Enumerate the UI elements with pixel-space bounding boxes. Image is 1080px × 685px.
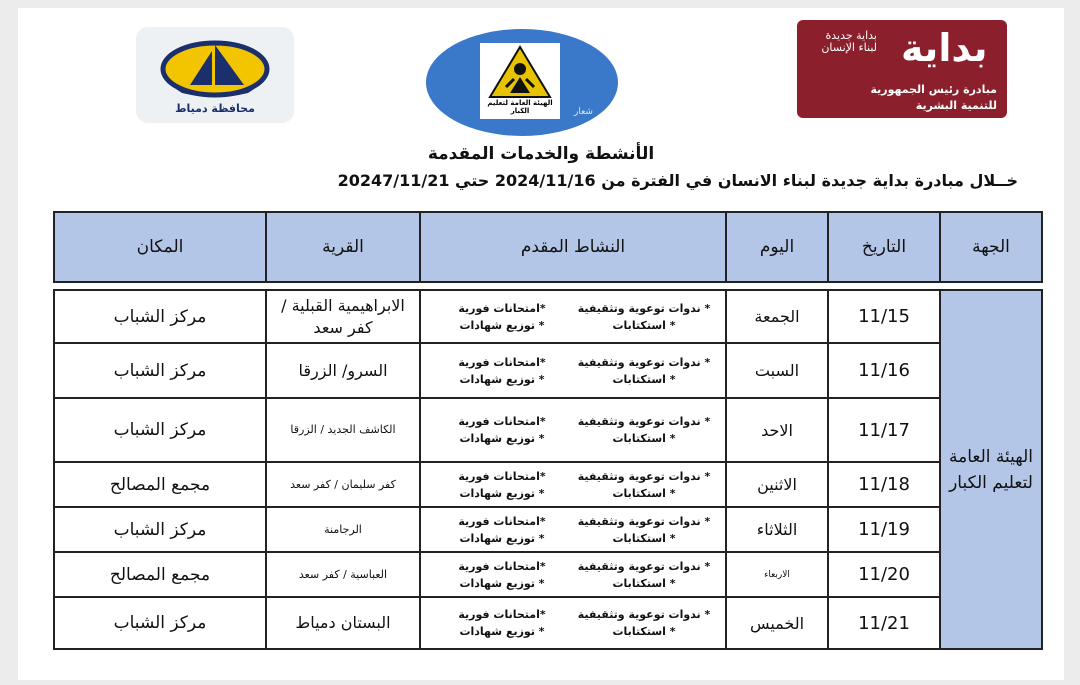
activity-dictation: * استكتابات (612, 432, 676, 445)
activity-certificates: * توزيع شهادات (459, 318, 545, 332)
authority-badge (480, 43, 560, 119)
activity-exams: *امتحانات فورية (458, 608, 546, 621)
authority-badge-text: الهيئة العامة لتعليم الكبار (487, 99, 553, 115)
activity-exams: *امتحانات فورية (458, 559, 546, 573)
activity-seminars: * ندوات توعوية وتثقيفية (577, 608, 711, 621)
village-cell: العباسية / كفر سعد (266, 552, 420, 597)
activity-certificates: * توزيع شهادات (459, 372, 545, 386)
day-cell: السبت (726, 343, 828, 398)
activity-dictation: * استكتابات (612, 531, 676, 545)
place-cell: مركز الشباب (54, 597, 266, 649)
activity-cell (420, 597, 726, 649)
activity-cell (420, 343, 726, 398)
initiative-sponsor: مبادرة رئيس الجمهورية (870, 83, 997, 96)
initiative-wordmark: بداية (901, 26, 988, 70)
activity-seminars: * ندوات توعوية وتثقيفية (577, 514, 711, 528)
activity-certificates: * توزيع شهادات (459, 531, 545, 545)
table-spacer (54, 282, 1042, 290)
day-cell: الخميس (726, 597, 828, 649)
adult-education-logo (426, 29, 618, 136)
activity-dictation: * استكتابات (612, 318, 676, 332)
village-cell: كفر سليمان / كفر سعد (266, 462, 420, 507)
activity-cell (420, 507, 726, 552)
table-row (54, 552, 1042, 597)
table-row (54, 290, 1042, 343)
initiative-purpose: للتنمية البشرية (915, 99, 997, 112)
date-cell: 11/18 (828, 462, 940, 507)
header-village: القرية (266, 212, 420, 282)
page-title: الأنشطة والخدمات المقدمة (427, 144, 655, 164)
activity-certificates: * توزيع شهادات (459, 625, 545, 638)
table-header-row (54, 212, 1042, 282)
place-cell: مجمع المصالح (54, 552, 266, 597)
activity-exams: *امتحانات فورية (458, 514, 546, 528)
activities-table (53, 211, 1043, 650)
place-cell: مجمع المصالح (54, 462, 266, 507)
initiative-tagline: بداية جديدة لبناء الإنسان (821, 29, 877, 54)
header-day: اليوم (726, 212, 828, 282)
activity-seminars: * ندوات توعوية وتثقيفية (577, 301, 711, 315)
place-cell: مركز الشباب (54, 290, 266, 343)
day-cell: الثلاثاء (726, 507, 828, 552)
activity-exams: *امتحانات فورية (458, 301, 546, 315)
header-activity: النشاط المقدم (420, 212, 726, 282)
table-row (54, 597, 1042, 649)
village-cell: الرجامنة (266, 507, 420, 552)
activity-dictation: * استكتابات (612, 372, 676, 386)
date-cell: 11/20 (828, 552, 940, 597)
header-place: المكان (54, 212, 266, 282)
document-page (18, 8, 1064, 680)
place-cell: مركز الشباب (54, 343, 266, 398)
pyramid-emblem-icon (480, 43, 560, 103)
ship-emblem-icon (136, 27, 294, 107)
date-cell: 11/19 (828, 507, 940, 552)
activity-seminars: * ندوات توعوية وتثقيفية (577, 355, 711, 369)
activity-certificates: * توزيع شهادات (459, 432, 545, 445)
activity-seminars: * ندوات توعوية وتثقيفية (577, 469, 711, 483)
logo-center-side-text: شعار (574, 107, 593, 117)
table-row (54, 398, 1042, 462)
activity-cell (420, 398, 726, 462)
place-cell: مركز الشباب (54, 398, 266, 462)
village-cell: الابراهيمية القبلية / كفر سعد (266, 290, 420, 343)
header-agency: الجهة (940, 212, 1042, 282)
table-row (54, 462, 1042, 507)
initiative-logo (797, 20, 1007, 118)
village-cell: السرو/ الزرقا (266, 343, 420, 398)
day-cell: الجمعة (726, 290, 828, 343)
damietta-governorate-logo (136, 27, 294, 123)
activity-exams: *امتحانات فورية (458, 469, 546, 483)
activity-exams: *امتحانات فورية (458, 415, 546, 428)
village-cell: البستان دمياط (266, 597, 420, 649)
activity-cell (420, 552, 726, 597)
activity-certificates: * توزيع شهادات (459, 486, 545, 500)
activity-cell (420, 290, 726, 343)
date-cell: 11/17 (828, 398, 940, 462)
activity-dictation: * استكتابات (612, 625, 676, 638)
date-cell: 11/16 (828, 343, 940, 398)
day-cell: الاثنين (726, 462, 828, 507)
activity-dictation: * استكتابات (612, 576, 676, 590)
place-cell: مركز الشباب (54, 507, 266, 552)
agency-cell: الهيئة العامة لتعليم الكبار (940, 290, 1042, 649)
table-row (54, 343, 1042, 398)
activity-dictation: * استكتابات (612, 486, 676, 500)
activity-cell (420, 462, 726, 507)
logo-left-caption: محافظة دمياط (175, 102, 255, 115)
day-cell: الاحد (726, 398, 828, 462)
activity-seminars: * ندوات توعوية وتثقيفية (577, 415, 711, 428)
date-cell: 11/21 (828, 597, 940, 649)
table-row (54, 507, 1042, 552)
village-cell: الكاشف الجديد / الزرقا (266, 398, 420, 462)
activity-exams: *امتحانات فورية (458, 355, 546, 369)
day-cell: الاربعاء (726, 552, 828, 597)
date-cell: 11/15 (828, 290, 940, 343)
activity-certificates: * توزيع شهادات (459, 576, 545, 590)
header-date: التاريخ (828, 212, 940, 282)
activity-seminars: * ندوات توعوية وتثقيفية (577, 559, 711, 573)
period-subtitle: خــلال مبادرة بداية جديدة لبناء الانسان في الفترة من 2024/11/16 حتي 20247/11/21 (337, 171, 1018, 190)
